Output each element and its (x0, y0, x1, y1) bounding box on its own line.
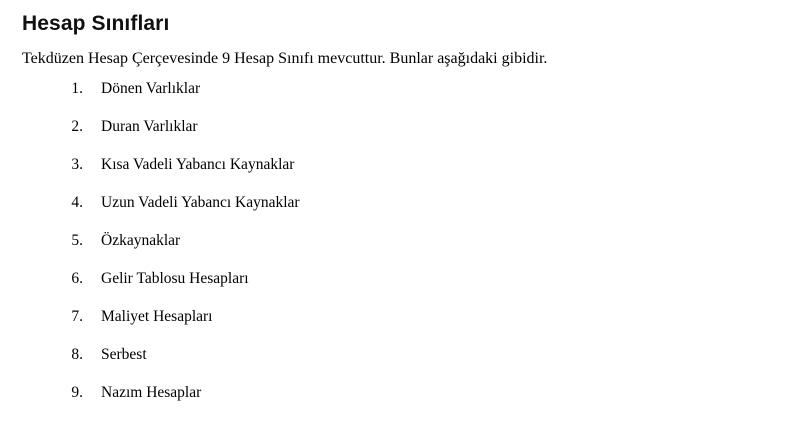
intro-paragraph: Tekdüzen Hesap Çerçevesinde 9 Hesap Sınıfı mevcuttur. Bunlar aşağıdaki gibidir. (22, 50, 548, 67)
list-item-number: 6. (71, 270, 83, 287)
list-item-number: 3. (71, 156, 83, 173)
list-item-label: Gelir Tablosu Hesapları (101, 270, 249, 287)
list-item-label: Maliyet Hesapları (101, 308, 213, 325)
list-item (0, 80, 810, 118)
list-item-number: 7. (71, 308, 83, 325)
list-item-label: Nazım Hesaplar (101, 384, 202, 401)
list-item-number: 5. (71, 232, 83, 249)
list-item-label: Serbest (101, 346, 147, 363)
list-item-label: Dönen Varlıklar (101, 80, 201, 97)
list-item-number: 8. (71, 346, 83, 363)
list-item-number: 9. (71, 384, 83, 401)
list-item-label: Kısa Vadeli Yabancı Kaynaklar (101, 156, 295, 173)
list-item-label: Duran Varlıklar (101, 118, 198, 135)
list-item-number: 1. (71, 80, 83, 97)
list-item (0, 384, 810, 422)
list-item-number: 2. (71, 118, 83, 135)
list-item (0, 156, 810, 194)
list-item (0, 118, 810, 156)
list-item (0, 270, 810, 308)
account-class-list (0, 80, 810, 422)
list-item (0, 346, 810, 384)
list-item-label: Uzun Vadeli Yabancı Kaynaklar (101, 194, 300, 211)
page-title: Hesap Sınıfları (22, 12, 170, 35)
list-item (0, 232, 810, 270)
list-item-number: 4. (71, 194, 83, 211)
list-item (0, 308, 810, 346)
list-item (0, 194, 810, 232)
list-item-label: Özkaynaklar (101, 232, 181, 249)
